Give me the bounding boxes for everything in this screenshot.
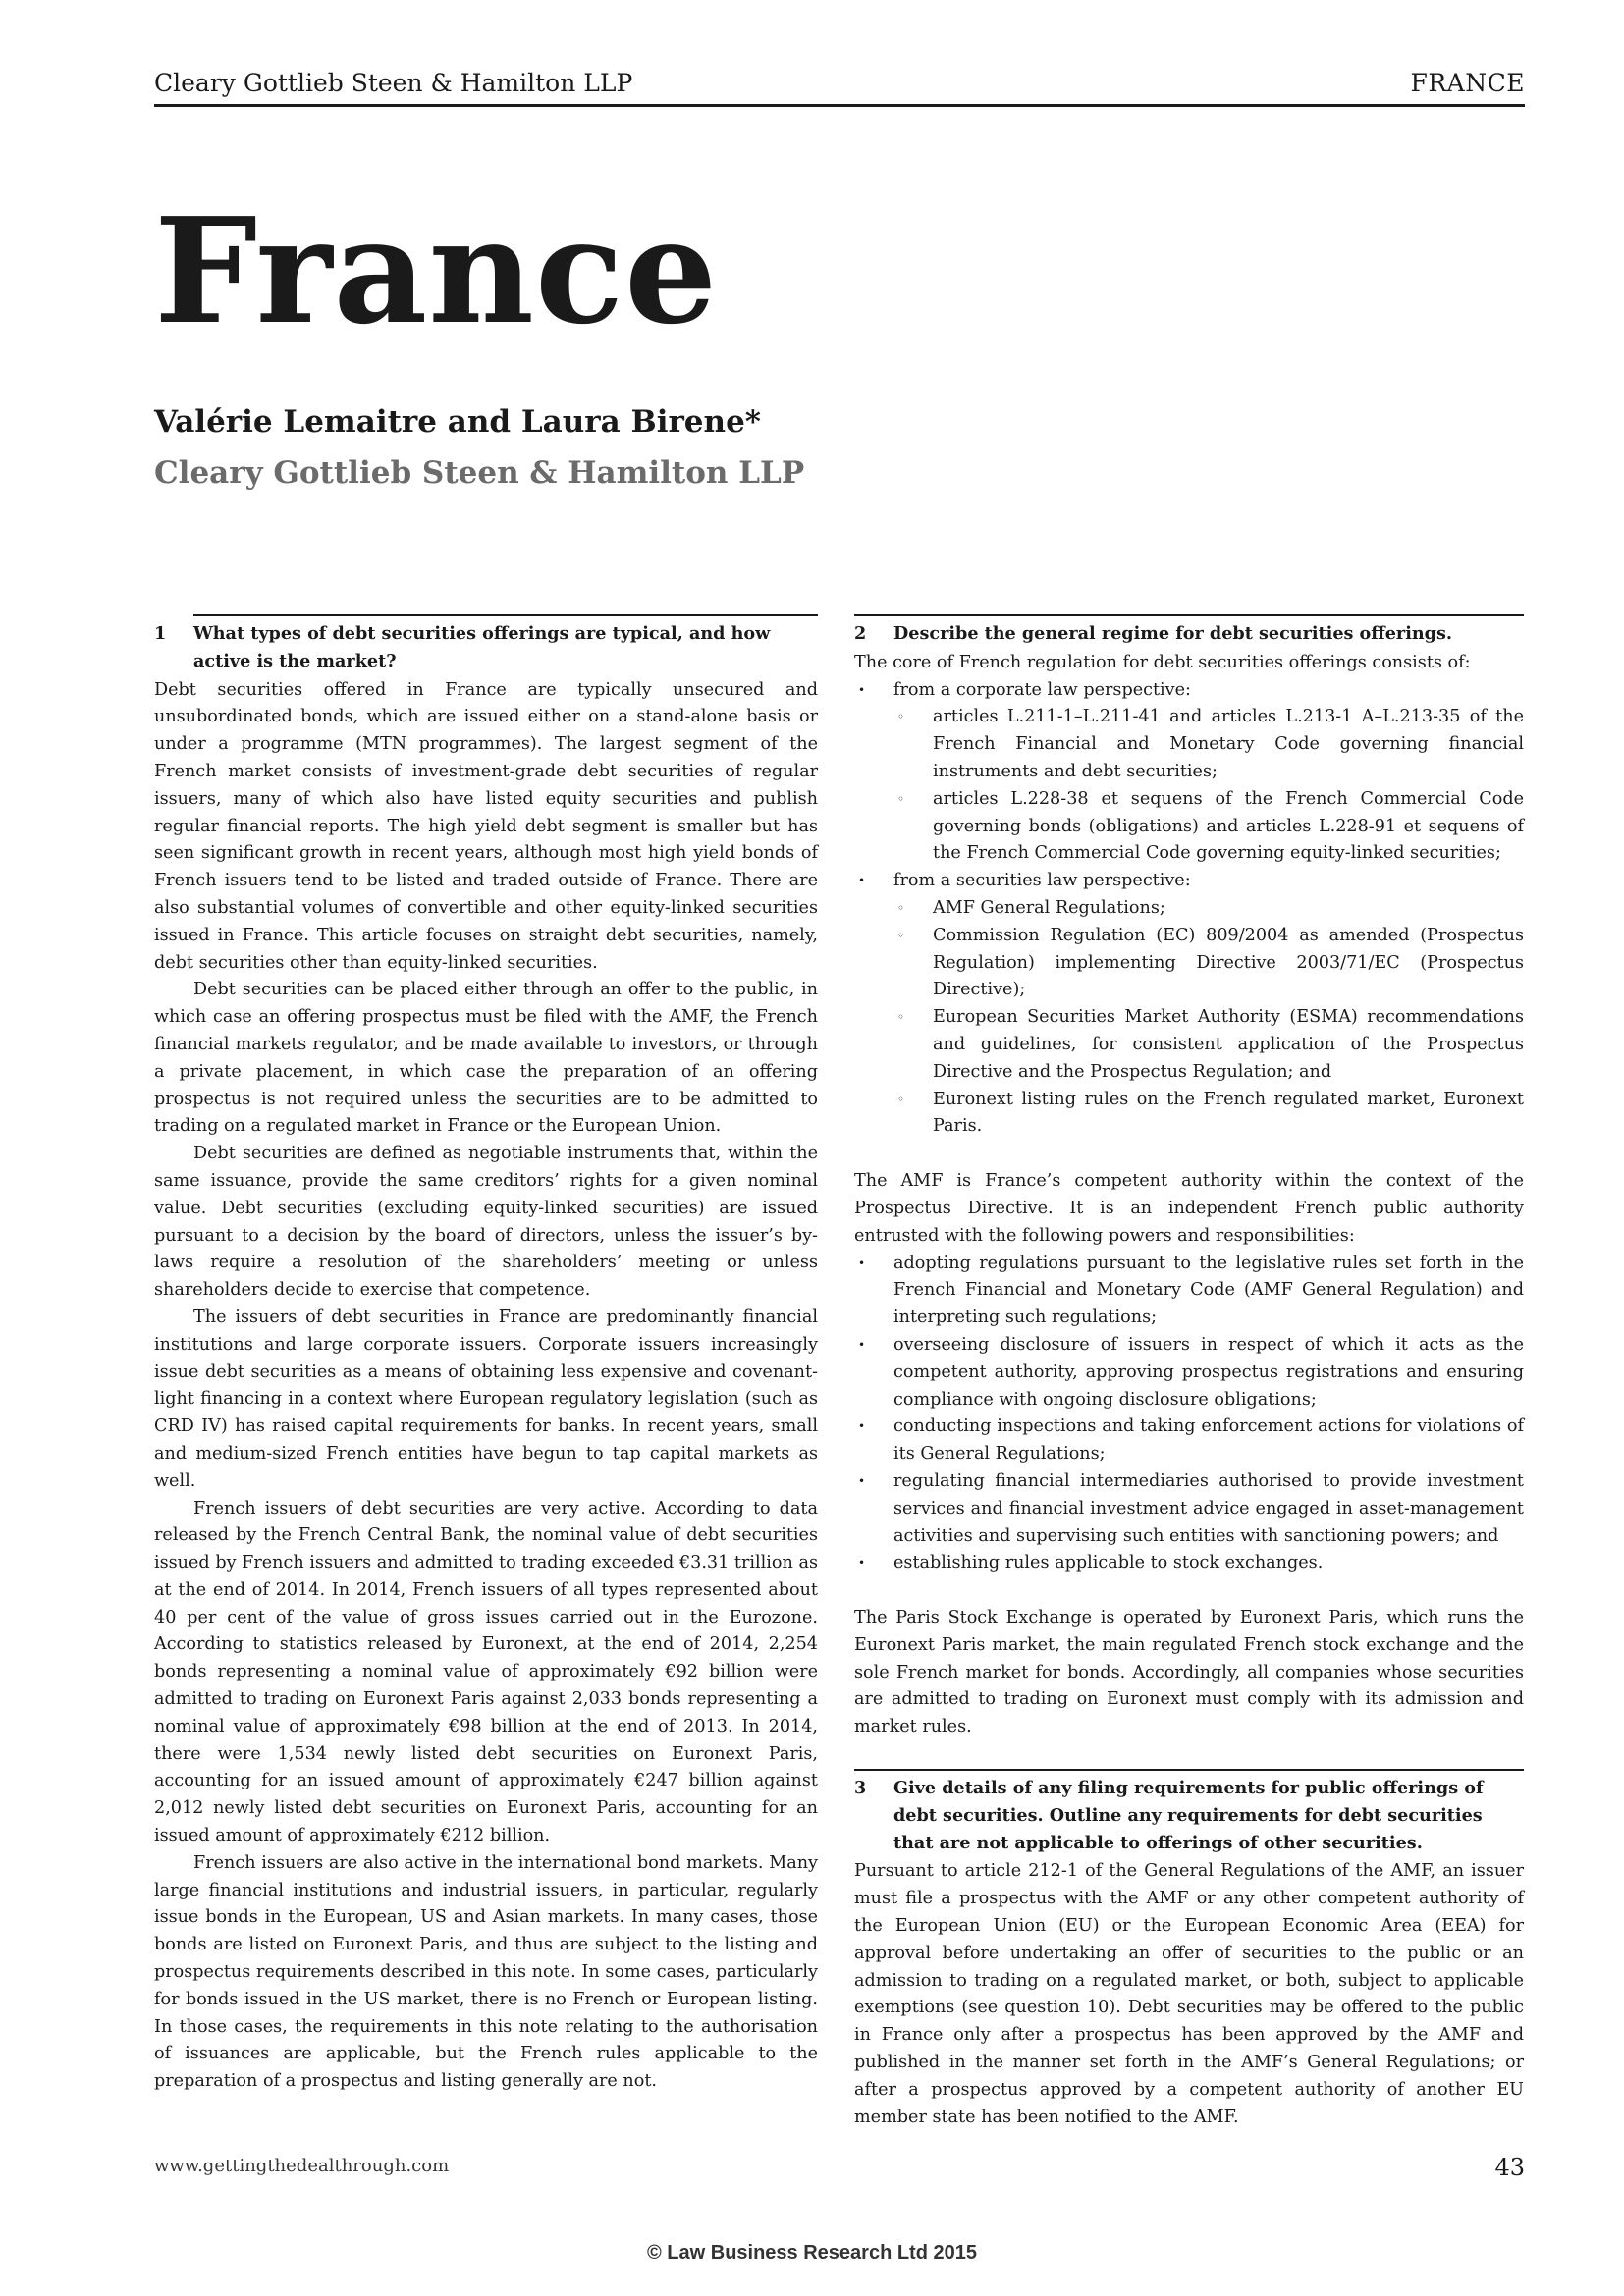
sub-list-item: ◦ European Securities Market Authority (ESMA) recommendations and guidelines, for consistent application of the Prospectus Directive and the Prospectus Regulation; and <box>893 1004 1524 1086</box>
authors: Valérie Lemaitre and Laura Birene* <box>154 404 762 440</box>
page-title: France <box>154 186 719 356</box>
left-column <box>154 614 818 2096</box>
question-3-heading <box>854 1769 1524 1856</box>
header-country: FRANCE <box>1410 69 1525 97</box>
list-item <box>854 868 1524 1141</box>
q1-paragraph: Debt securities can be placed either through an offer to the public, in which case an offering prospectus must be filed with the AMF, the French financial markets regulator, and be made available to investors, or through a private placement, in which case the preparation of an offering prospectus is not required unless the securities are to be admitted to trading on a regulated market in France or the European Union. <box>154 980 818 1137</box>
list-item: • overseeing disclosure of issuers in respect of which it acts as the competent authority, approving prospectus registrations and ensuring compliance with ongoing disclosure obligations; <box>854 1332 1524 1414</box>
q1-paragraph: Debt securities are defined as negotiable instruments that, within the same issuance, provide the same creditors’ rights for a given nominal value. Debt securities (excluding equity-linked securities) are issued pursuant to a decision by the board of directors, unless the issuer’s by-laws require a resolution of the shareholders’ meeting or unless shareholders decide to exercise that competence. <box>154 1144 818 1301</box>
q2-intro: The core of French regulation for debt securities offerings consists of: <box>854 652 1471 672</box>
q2-closing: The Paris Stock Exchange is operated by Euronext Paris, which runs the Euronext Paris market, the main regulated French stock exchange and the sole French market for bonds. Accordingly, all companies whose securities are admitted to trading on Euronext must comply with its admission and market rules. <box>854 1608 1524 1737</box>
sub-list-item: ◦ Commission Regulation (EC) 809/2004 as amended (Prospectus Regulation) implementing Directive 2003/71/EC (Prospectus Directive); <box>893 923 1524 1004</box>
question-1-text: What types of debt securities offerings are typical, and how active is the market? <box>193 623 771 671</box>
list-item: • establishing rules applicable to stock exchanges. <box>854 1550 1524 1577</box>
list-item: • conducting inspections and taking enforcement actions for violations of its General Regulations; <box>854 1414 1524 1468</box>
sub-list-item: ◦ articles L.211-1–L.211-41 and articles L.213-1 A–L.213-35 of the French Financial and Monetary Code governing financial instruments and debt securities; <box>893 704 1524 785</box>
sub-list-item: ◦ articles L.228-38 et sequens of the French Commercial Code governing bonds (obligations) and articles L.228-91 et sequens of the French Commercial Code governing equity-linked securities; <box>893 786 1524 868</box>
list-item-label: from a securities law perspective: <box>893 871 1191 891</box>
q3-paragraph: Pursuant to article 212-1 of the General Regulations of the AMF, an issuer must file a prospectus with the AMF or any other competent authority of the European Union (EU) or the European Economic Area (EEA) for approval before undertaking an offer of securities to the public or an admission to trading on a regulated market, or both, subject to applicable exemptions (see question 10). Debt securities may be offered to the public in France only after a prospectus has been approved by the AMF and published in the manner set forth in the AMF’s General Regulations; or after a prospectus approved by a competent authority of another EU member state has been notified to the AMF. <box>854 1861 1524 2127</box>
q1-paragraph: The issuers of debt securities in France are predominantly financial institutions and large corporate issuers. Corporate issuers increasingly issue debt securities as a means of obtaining less expensive and covenant-light financing in a context where European regulatory legislation (such as CRD IV) has raised capital requirements for banks. In recent years, small and medium-sized French entities have begun to tap capital markets as well. <box>154 1307 818 1491</box>
page-number: 43 <box>1494 2154 1525 2181</box>
firm-name: Cleary Gottlieb Steen & Hamilton LLP <box>154 455 805 491</box>
question-3-number: 3 <box>854 1778 867 1799</box>
sub-list-item: ◦ AMF General Regulations; <box>893 895 1524 923</box>
header-firm-name: Cleary Gottlieb Steen & Hamilton LLP <box>154 69 633 97</box>
copyright: © Law Business Research Ltd 2015 <box>647 2242 977 2264</box>
amf-intro: The AMF is France’s competent authority within the context of the Prospectus Directive. It is an independent French public authority entrusted with the following powers and responsibilities: <box>854 1171 1524 1246</box>
question-2-number: 2 <box>854 623 867 644</box>
sub-list <box>893 895 1524 1141</box>
question-2-text: Describe the general regime for debt securities offerings. <box>893 623 1453 644</box>
question-1-number: 1 <box>154 623 167 644</box>
q1-paragraph: French issuers of debt securities are very active. According to data released by the French Central Bank, the nominal value of debt securities issued by French issuers and admitted to trading exceeded €3.31 trillion as at the end of 2014. In 2014, French issuers of all types represented about 40 per cent of the value of gross issues carried out in the Eurozone. According to statistics released by Euronext, at the end of 2014, 2,254 bonds representing a nominal value of approximately €92 billion were admitted to trading on Euronext Paris against 2,033 bonds representing a nominal value of approximately €98 billion at the end of 2013. In 2014, there were 1,534 newly listed debt securities on Euronext Paris, accounting for an issued amount of approximately €247 billion against 2,012 newly listed debt securities on Euronext Paris, accounting for an issued amount of approximately €212 billion. <box>154 1498 818 1846</box>
running-header <box>154 65 1525 107</box>
question-2-heading <box>854 614 1524 648</box>
list-item: • adopting regulations pursuant to the legislative rules set forth in the French Financial and Monetary Code (AMF General Regulation) and interpreting such regulations; <box>854 1251 1524 1332</box>
right-column <box>854 614 1524 2131</box>
question-3-text: Give details of any filing requirements for public offerings of debt securities. Outline any requirements for debt securities that are not applicable to offerings of other securities. <box>893 1778 1484 1853</box>
list-item <box>854 677 1524 869</box>
amf-powers-list <box>854 1251 1524 1578</box>
q1-paragraph: French issuers are also active in the international bond markets. Many large financial institutions and industrial issuers, in particular, regularly issue bonds in the European, US and Asian markets. In many cases, those bonds are listed on Euronext Paris, and thus are subject to the listing and prospectus requirements described in this note. In some cases, particularly for bonds issued in the US market, there is no French or European listing. In those cases, the requirements in this note relating to the authorisation of issuances are applicable, but the French rules applicable to the preparation of a prospectus and listing generally are not. <box>154 1852 818 2092</box>
sub-list <box>893 704 1524 868</box>
question-1-heading <box>154 614 818 675</box>
q1-paragraph: Debt securities offered in France are typically unsecured and unsubordinated bonds, which are issued either on a stand-alone basis or under a programme (MTN programmes). The largest segment of the French market consists of investment-grade debt securities of regular issuers, many of which also have listed equity securities and publish regular financial reports. The high yield debt segment is smaller but has seen significant growth in recent years, although most high yield bonds of French issuers tend to be listed and traded outside of France. There are also substantial volumes of convertible and other equity-linked securities issued in France. This article focuses on straight debt securities, namely, debt securities other than equity-linked securities. <box>154 679 818 973</box>
list-item-label: from a corporate law perspective: <box>893 679 1191 700</box>
sub-list-item: ◦ Euronext listing rules on the French regulated market, Euronext Paris. <box>893 1087 1524 1142</box>
footer-url: www.gettingthedealthrough.com <box>154 2156 450 2176</box>
regulation-list <box>854 677 1524 1142</box>
list-item: • regulating financial intermediaries authorised to provide investment services and financial investment advice engaged in asset-management activities and supervising such entities with sanctioning powers; and <box>854 1468 1524 1550</box>
